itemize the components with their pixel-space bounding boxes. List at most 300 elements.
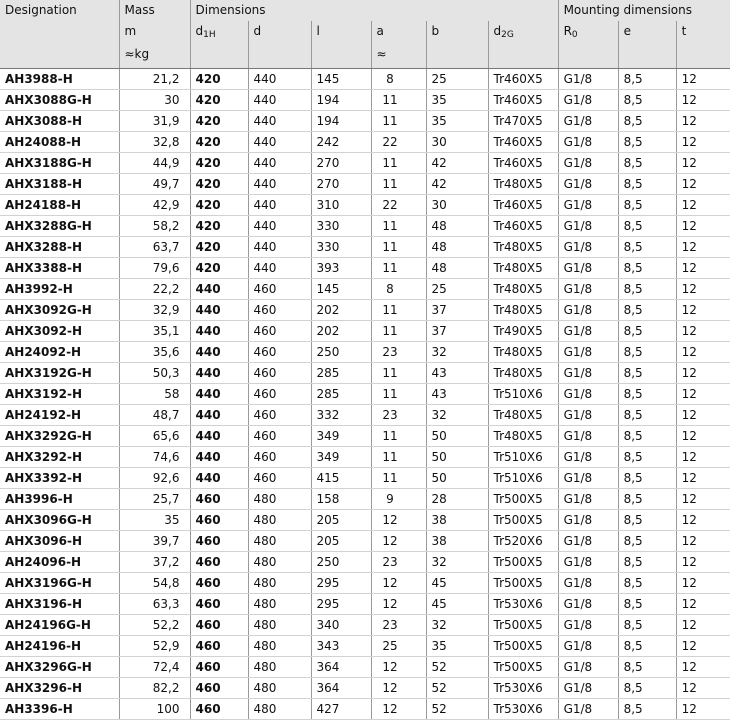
e-cell: 8,5 <box>618 174 676 195</box>
l-cell: 250 <box>311 552 371 573</box>
d-cell: 460 <box>248 405 311 426</box>
e-cell: 8,5 <box>618 237 676 258</box>
d2g-cell: Tr530X6 <box>488 699 558 720</box>
mass-cell: 92,6 <box>119 468 190 489</box>
d1h-cell: 420 <box>190 69 248 90</box>
e-cell: 8,5 <box>618 615 676 636</box>
e-cell: 8,5 <box>618 468 676 489</box>
designation-cell: AHX3196G-H <box>0 573 119 594</box>
mass-cell: 63,7 <box>119 237 190 258</box>
b-cell: 37 <box>426 321 488 342</box>
d-cell: 480 <box>248 594 311 615</box>
l-cell: 145 <box>311 279 371 300</box>
table-row <box>0 300 730 321</box>
mass-cell: 35 <box>119 510 190 531</box>
e-cell: 8,5 <box>618 531 676 552</box>
mass-cell: 58 <box>119 384 190 405</box>
l-cell: 205 <box>311 531 371 552</box>
r0-cell: G1/8 <box>558 405 618 426</box>
table-row <box>0 237 730 258</box>
d-cell: 480 <box>248 573 311 594</box>
b-cell: 32 <box>426 405 488 426</box>
b-cell: 52 <box>426 699 488 720</box>
d2g-cell: Tr530X6 <box>488 594 558 615</box>
r0-cell: G1/8 <box>558 573 618 594</box>
table-row <box>0 363 730 384</box>
a-approx-symbol: ≈ <box>371 44 426 69</box>
d-cell: 440 <box>248 69 311 90</box>
a-cell: 11 <box>371 90 426 111</box>
designation-cell: AHX3192-H <box>0 384 119 405</box>
d1h-cell: 440 <box>190 447 248 468</box>
d2g-cell: Tr500X5 <box>488 636 558 657</box>
table-row <box>0 174 730 195</box>
mass-cell: 50,3 <box>119 363 190 384</box>
d1h-cell: 420 <box>190 174 248 195</box>
l-cell: 364 <box>311 657 371 678</box>
a-cell: 11 <box>371 111 426 132</box>
r0-cell: G1/8 <box>558 426 618 447</box>
l-cell: 415 <box>311 468 371 489</box>
b-cell: 35 <box>426 90 488 111</box>
designation-cell: AH24088-H <box>0 132 119 153</box>
designation-cell: AHX3092-H <box>0 321 119 342</box>
d1h-cell: 440 <box>190 468 248 489</box>
d-cell: 480 <box>248 636 311 657</box>
t-cell: 12 <box>676 69 730 90</box>
r0-cell: G1/8 <box>558 468 618 489</box>
d2g-cell: Tr510X6 <box>488 384 558 405</box>
mass-cell: 32,9 <box>119 300 190 321</box>
l-cell: 145 <box>311 69 371 90</box>
l-cell: 285 <box>311 384 371 405</box>
r0-cell: G1/8 <box>558 384 618 405</box>
l-cell: 158 <box>311 489 371 510</box>
t-cell: 12 <box>676 237 730 258</box>
a-cell: 11 <box>371 237 426 258</box>
d1h-cell: 420 <box>190 216 248 237</box>
a-cell: 11 <box>371 300 426 321</box>
b-cell: 37 <box>426 300 488 321</box>
a-cell: 22 <box>371 132 426 153</box>
d1h-cell: 420 <box>190 90 248 111</box>
r0-column-header: $R_0$ <box>558 21 618 44</box>
mass-cell: 82,2 <box>119 678 190 699</box>
table-row <box>0 90 730 111</box>
e-cell: 8,5 <box>618 90 676 111</box>
t-cell: 12 <box>676 552 730 573</box>
t-cell: 12 <box>676 321 730 342</box>
l-cell: 330 <box>311 237 371 258</box>
l-column-header: l <box>311 21 371 44</box>
designation-cell: AH24196G-H <box>0 615 119 636</box>
b-cell: 52 <box>426 657 488 678</box>
mass-cell: 25,7 <box>119 489 190 510</box>
d-cell: 460 <box>248 363 311 384</box>
b-cell: 30 <box>426 195 488 216</box>
mass-cell: 30 <box>119 90 190 111</box>
e-cell: 8,5 <box>618 69 676 90</box>
mass-cell: 74,6 <box>119 447 190 468</box>
e-cell: 8,5 <box>618 699 676 720</box>
designation-cell: AHX3188G-H <box>0 153 119 174</box>
d1h-cell: 440 <box>190 384 248 405</box>
designation-cell: AH3992-H <box>0 279 119 300</box>
d-cell: 440 <box>248 216 311 237</box>
r0-cell: G1/8 <box>558 447 618 468</box>
e-cell: 8,5 <box>618 195 676 216</box>
d2g-cell: Tr530X6 <box>488 678 558 699</box>
a-cell: 12 <box>371 699 426 720</box>
table-row <box>0 216 730 237</box>
t-cell: 12 <box>676 195 730 216</box>
b-cell: 43 <box>426 384 488 405</box>
e-cell: 8,5 <box>618 678 676 699</box>
a-cell: 25 <box>371 636 426 657</box>
d2g-cell: Tr480X5 <box>488 363 558 384</box>
d1h-cell: 460 <box>190 657 248 678</box>
e-cell: 8,5 <box>618 594 676 615</box>
designation-cell: AHX3096-H <box>0 531 119 552</box>
b-cell: 32 <box>426 552 488 573</box>
a-cell: 23 <box>371 342 426 363</box>
d1h-cell: 460 <box>190 531 248 552</box>
table-row <box>0 258 730 279</box>
d2g-cell: Tr480X5 <box>488 300 558 321</box>
d1h-cell: 460 <box>190 699 248 720</box>
d-cell: 460 <box>248 300 311 321</box>
e-cell: 8,5 <box>618 300 676 321</box>
table-row <box>0 279 730 300</box>
d-cell: 440 <box>248 174 311 195</box>
d-cell: 440 <box>248 111 311 132</box>
d1h-cell: 420 <box>190 237 248 258</box>
mass-cell: 31,9 <box>119 111 190 132</box>
l-cell: 205 <box>311 510 371 531</box>
mass-cell: 21,2 <box>119 69 190 90</box>
r0-cell: G1/8 <box>558 321 618 342</box>
mass-cell: 63,3 <box>119 594 190 615</box>
mass-cell: 32,8 <box>119 132 190 153</box>
e-cell: 8,5 <box>618 258 676 279</box>
r0-cell: G1/8 <box>558 552 618 573</box>
mass-cell: 44,9 <box>119 153 190 174</box>
d2g-cell: Tr480X5 <box>488 405 558 426</box>
table-row <box>0 69 730 90</box>
d2g-cell: Tr490X5 <box>488 321 558 342</box>
designation-cell: AHX3288-H <box>0 237 119 258</box>
a-cell: 11 <box>371 426 426 447</box>
mass-cell: 35,6 <box>119 342 190 363</box>
b-cell: 25 <box>426 69 488 90</box>
t-cell: 12 <box>676 132 730 153</box>
b-cell: 38 <box>426 510 488 531</box>
e-cell: 8,5 <box>618 426 676 447</box>
r0-cell: G1/8 <box>558 489 618 510</box>
b-cell: 45 <box>426 594 488 615</box>
dimensions-header: Dimensions <box>190 0 558 21</box>
designation-cell: AH24192-H <box>0 405 119 426</box>
d1h-cell: 440 <box>190 300 248 321</box>
b-cell: 32 <box>426 342 488 363</box>
table-body <box>0 69 730 720</box>
table-row <box>0 132 730 153</box>
mass-cell: 42,9 <box>119 195 190 216</box>
d2g-column-header: $d_{2G}$ <box>488 21 558 44</box>
e-cell: 8,5 <box>618 657 676 678</box>
d-cell: 440 <box>248 90 311 111</box>
a-cell: 11 <box>371 384 426 405</box>
r0-cell: G1/8 <box>558 216 618 237</box>
b-column-header: b <box>426 21 488 44</box>
a-cell: 12 <box>371 657 426 678</box>
d-cell: 480 <box>248 552 311 573</box>
d2g-cell: Tr500X5 <box>488 510 558 531</box>
d1h-cell: 440 <box>190 363 248 384</box>
d2g-cell: Tr480X5 <box>488 426 558 447</box>
designation-cell: AH24096-H <box>0 552 119 573</box>
d-cell: 440 <box>248 237 311 258</box>
mass-cell: 65,6 <box>119 426 190 447</box>
r0-cell: G1/8 <box>558 279 618 300</box>
t-cell: 12 <box>676 489 730 510</box>
e-cell: 8,5 <box>618 153 676 174</box>
designation-cell: AHX3296G-H <box>0 657 119 678</box>
a-cell: 11 <box>371 174 426 195</box>
a-cell: 11 <box>371 258 426 279</box>
mass-cell: 22,2 <box>119 279 190 300</box>
b-cell: 35 <box>426 636 488 657</box>
d-cell: 480 <box>248 510 311 531</box>
table-row <box>0 552 730 573</box>
table-row <box>0 111 730 132</box>
mass-cell: 35,1 <box>119 321 190 342</box>
l-cell: 340 <box>311 615 371 636</box>
designation-cell: AHX3188-H <box>0 174 119 195</box>
a-cell: 12 <box>371 573 426 594</box>
a-column-header: a <box>371 21 426 44</box>
a-cell: 12 <box>371 531 426 552</box>
mass-cell: 39,7 <box>119 531 190 552</box>
r0-cell: G1/8 <box>558 153 618 174</box>
l-cell: 270 <box>311 153 371 174</box>
table-row <box>0 195 730 216</box>
r0-cell: G1/8 <box>558 594 618 615</box>
r0-cell: G1/8 <box>558 678 618 699</box>
d1h-cell: 420 <box>190 195 248 216</box>
d-cell: 460 <box>248 279 311 300</box>
d2g-cell: Tr460X5 <box>488 153 558 174</box>
t-cell: 12 <box>676 678 730 699</box>
b-cell: 52 <box>426 678 488 699</box>
e-cell: 8,5 <box>618 342 676 363</box>
d-cell: 480 <box>248 699 311 720</box>
t-cell: 12 <box>676 279 730 300</box>
d2g-cell: Tr480X5 <box>488 258 558 279</box>
designation-cell: AHX3288G-H <box>0 216 119 237</box>
a-cell: 11 <box>371 363 426 384</box>
d2g-cell: Tr460X5 <box>488 195 558 216</box>
d1h-cell: 460 <box>190 615 248 636</box>
l-cell: 349 <box>311 447 371 468</box>
mass-symbol: m <box>119 21 190 44</box>
d-cell: 460 <box>248 468 311 489</box>
l-cell: 332 <box>311 405 371 426</box>
d1h-cell: 460 <box>190 552 248 573</box>
mass-unit: ≈kg <box>119 44 190 69</box>
mass-cell: 58,2 <box>119 216 190 237</box>
d1h-cell: 420 <box>190 111 248 132</box>
d2g-cell: Tr460X5 <box>488 216 558 237</box>
a-cell: 22 <box>371 195 426 216</box>
b-cell: 28 <box>426 489 488 510</box>
r0-cell: G1/8 <box>558 237 618 258</box>
designation-header-spacer <box>0 21 119 44</box>
t-cell: 12 <box>676 636 730 657</box>
e-cell: 8,5 <box>618 384 676 405</box>
b-cell: 42 <box>426 153 488 174</box>
d-column-header: d <box>248 21 311 44</box>
d-cell: 440 <box>248 258 311 279</box>
r0-cell: G1/8 <box>558 69 618 90</box>
r0-cell: G1/8 <box>558 90 618 111</box>
b-cell: 45 <box>426 573 488 594</box>
b-cell: 48 <box>426 237 488 258</box>
l-cell: 202 <box>311 300 371 321</box>
d2g-cell: Tr510X6 <box>488 447 558 468</box>
t-cell: 12 <box>676 510 730 531</box>
d2g-cell: Tr480X5 <box>488 279 558 300</box>
d2g-cell: Tr460X5 <box>488 132 558 153</box>
l-cell: 364 <box>311 678 371 699</box>
designation-cell: AHX3092G-H <box>0 300 119 321</box>
a-cell: 8 <box>371 279 426 300</box>
t-cell: 12 <box>676 447 730 468</box>
table-row <box>0 426 730 447</box>
l-cell: 194 <box>311 90 371 111</box>
d1h-cell: 420 <box>190 258 248 279</box>
designation-cell: AH24196-H <box>0 636 119 657</box>
a-cell: 12 <box>371 594 426 615</box>
e-cell: 8,5 <box>618 111 676 132</box>
e-column-header: e <box>618 21 676 44</box>
table-header <box>0 0 730 69</box>
d1h-cell: 460 <box>190 510 248 531</box>
t-column-header: t <box>676 21 730 44</box>
r0-cell: G1/8 <box>558 111 618 132</box>
d-cell: 460 <box>248 342 311 363</box>
t-cell: 12 <box>676 573 730 594</box>
d2g-cell: Tr500X5 <box>488 615 558 636</box>
designation-cell: AHX3296-H <box>0 678 119 699</box>
a-cell: 23 <box>371 405 426 426</box>
table-row <box>0 468 730 489</box>
table-row <box>0 573 730 594</box>
mass-cell: 79,6 <box>119 258 190 279</box>
mass-cell: 48,7 <box>119 405 190 426</box>
d-cell: 480 <box>248 489 311 510</box>
d1h-cell: 460 <box>190 678 248 699</box>
e-cell: 8,5 <box>618 573 676 594</box>
t-cell: 12 <box>676 300 730 321</box>
l-cell: 295 <box>311 573 371 594</box>
d-cell: 460 <box>248 321 311 342</box>
d2g-cell: Tr460X5 <box>488 69 558 90</box>
b-cell: 50 <box>426 468 488 489</box>
d2g-cell: Tr480X5 <box>488 342 558 363</box>
mass-cell: 100 <box>119 699 190 720</box>
d-cell: 440 <box>248 195 311 216</box>
d2g-cell: Tr470X5 <box>488 111 558 132</box>
mass-cell: 52,2 <box>119 615 190 636</box>
e-cell: 8,5 <box>618 363 676 384</box>
table-row <box>0 447 730 468</box>
t-cell: 12 <box>676 342 730 363</box>
d-cell: 480 <box>248 657 311 678</box>
table-row <box>0 321 730 342</box>
e-cell: 8,5 <box>618 489 676 510</box>
r0-cell: G1/8 <box>558 258 618 279</box>
d1h-cell: 440 <box>190 342 248 363</box>
l-cell: 250 <box>311 342 371 363</box>
a-cell: 9 <box>371 489 426 510</box>
t-cell: 12 <box>676 384 730 405</box>
d2g-cell: Tr480X5 <box>488 174 558 195</box>
r0-cell: G1/8 <box>558 195 618 216</box>
designation-cell: AHX3292G-H <box>0 426 119 447</box>
e-cell: 8,5 <box>618 321 676 342</box>
a-cell: 8 <box>371 69 426 90</box>
l-cell: 349 <box>311 426 371 447</box>
t-cell: 12 <box>676 363 730 384</box>
d1h-cell: 440 <box>190 279 248 300</box>
t-cell: 12 <box>676 594 730 615</box>
r0-cell: G1/8 <box>558 132 618 153</box>
t-cell: 12 <box>676 111 730 132</box>
mounting-dimensions-header: Mounting dimensions <box>558 0 730 21</box>
mass-cell: 37,2 <box>119 552 190 573</box>
e-cell: 8,5 <box>618 510 676 531</box>
a-cell: 11 <box>371 468 426 489</box>
d2g-cell: Tr500X5 <box>488 489 558 510</box>
l-cell: 285 <box>311 363 371 384</box>
a-cell: 11 <box>371 447 426 468</box>
l-cell: 194 <box>311 111 371 132</box>
t-cell: 12 <box>676 699 730 720</box>
r0-cell: G1/8 <box>558 615 618 636</box>
t-cell: 12 <box>676 426 730 447</box>
d2g-cell: Tr520X6 <box>488 531 558 552</box>
mass-header: Mass <box>119 0 190 21</box>
table-row <box>0 153 730 174</box>
b-cell: 43 <box>426 363 488 384</box>
t-cell: 12 <box>676 657 730 678</box>
table-row <box>0 510 730 531</box>
b-cell: 30 <box>426 132 488 153</box>
designation-cell: AH24092-H <box>0 342 119 363</box>
a-cell: 11 <box>371 321 426 342</box>
t-cell: 12 <box>676 258 730 279</box>
d1h-cell: 460 <box>190 594 248 615</box>
b-cell: 50 <box>426 447 488 468</box>
d2g-cell: Tr480X5 <box>488 237 558 258</box>
a-cell: 11 <box>371 216 426 237</box>
designation-cell: AH24188-H <box>0 195 119 216</box>
designation-cell: AHX3192G-H <box>0 363 119 384</box>
table-row <box>0 384 730 405</box>
designation-cell: AHX3088-H <box>0 111 119 132</box>
d-cell: 480 <box>248 678 311 699</box>
